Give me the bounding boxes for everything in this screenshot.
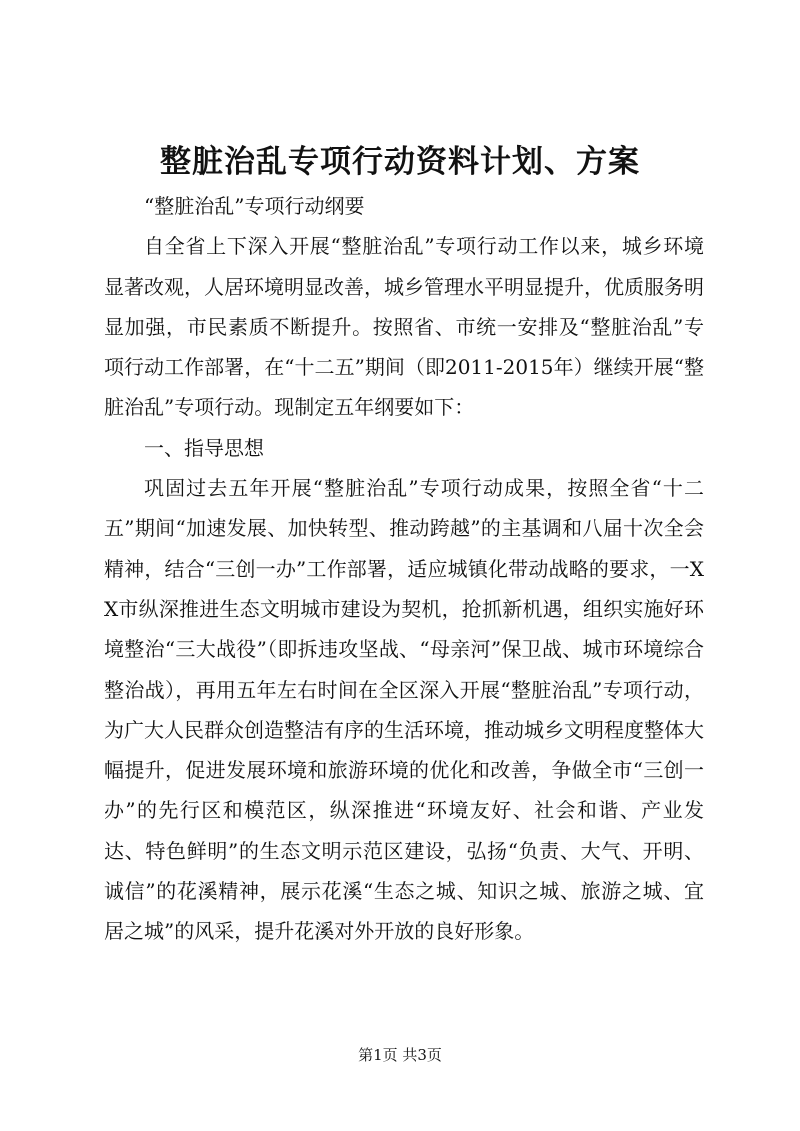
document-title: 整脏治乱专项行动资料计划、方案 bbox=[160, 144, 640, 180]
document-body bbox=[104, 186, 704, 952]
section-heading: 一、指导思想 bbox=[144, 435, 264, 460]
section-subtitle: “整脏治乱”专项行动纲要 bbox=[144, 194, 365, 218]
intro-paragraph: 自全省上下深入开展“整脏治乱”专项行动工作以来，城乡环境显著改观，人居环境明显改善，城乡管理水平明显提升，优质服务明显加强，市民素质不断提升。按照省、市统一安排及“整脏治乱”专项行动工作部署，在“十二五”期间（即2011-2015年）继续开展“整脏治乱”专项行动。现制定五年纲要如下： bbox=[104, 234, 704, 420]
guiding-ideology-paragraph: 巩固过去五年开展“整脏治乱”专项行动成果，按照全省“十二五”期间“加速发展、加快转型、推动跨越”的主基调和八届十次全会精神，结合“三创一办”工作部署，适应城镇化带动战略的要求，一XX市纵深推进生态文明城市建设为契机，抢抓新机遇，组织实施好环境整治“三大战役”（即拆违攻坚战、“母亲河”保卫战、城市环境综合整治战），再用五年左右时间在全区深入开展“整脏治乱”专项行动，为广大人民群众创造整洁有序的生活环境，推动城乡文明程度整体大幅提升，促进发展环境和旅游环境的优化和改善，争做全市“三创一办”的先行区和模范区，纵深推进“环境友好、社会和谐、产业发达、特色鲜明”的生态文明示范区建设，弘扬“负责、大气、开明、诚信”的花溪精神，展示花溪“生态之城、知识之城、旅游之城、宜居之城”的风采，提升花溪对外开放的良好形象。 bbox=[104, 476, 704, 944]
page-footer: 第1页 共3页 bbox=[358, 1046, 442, 1064]
